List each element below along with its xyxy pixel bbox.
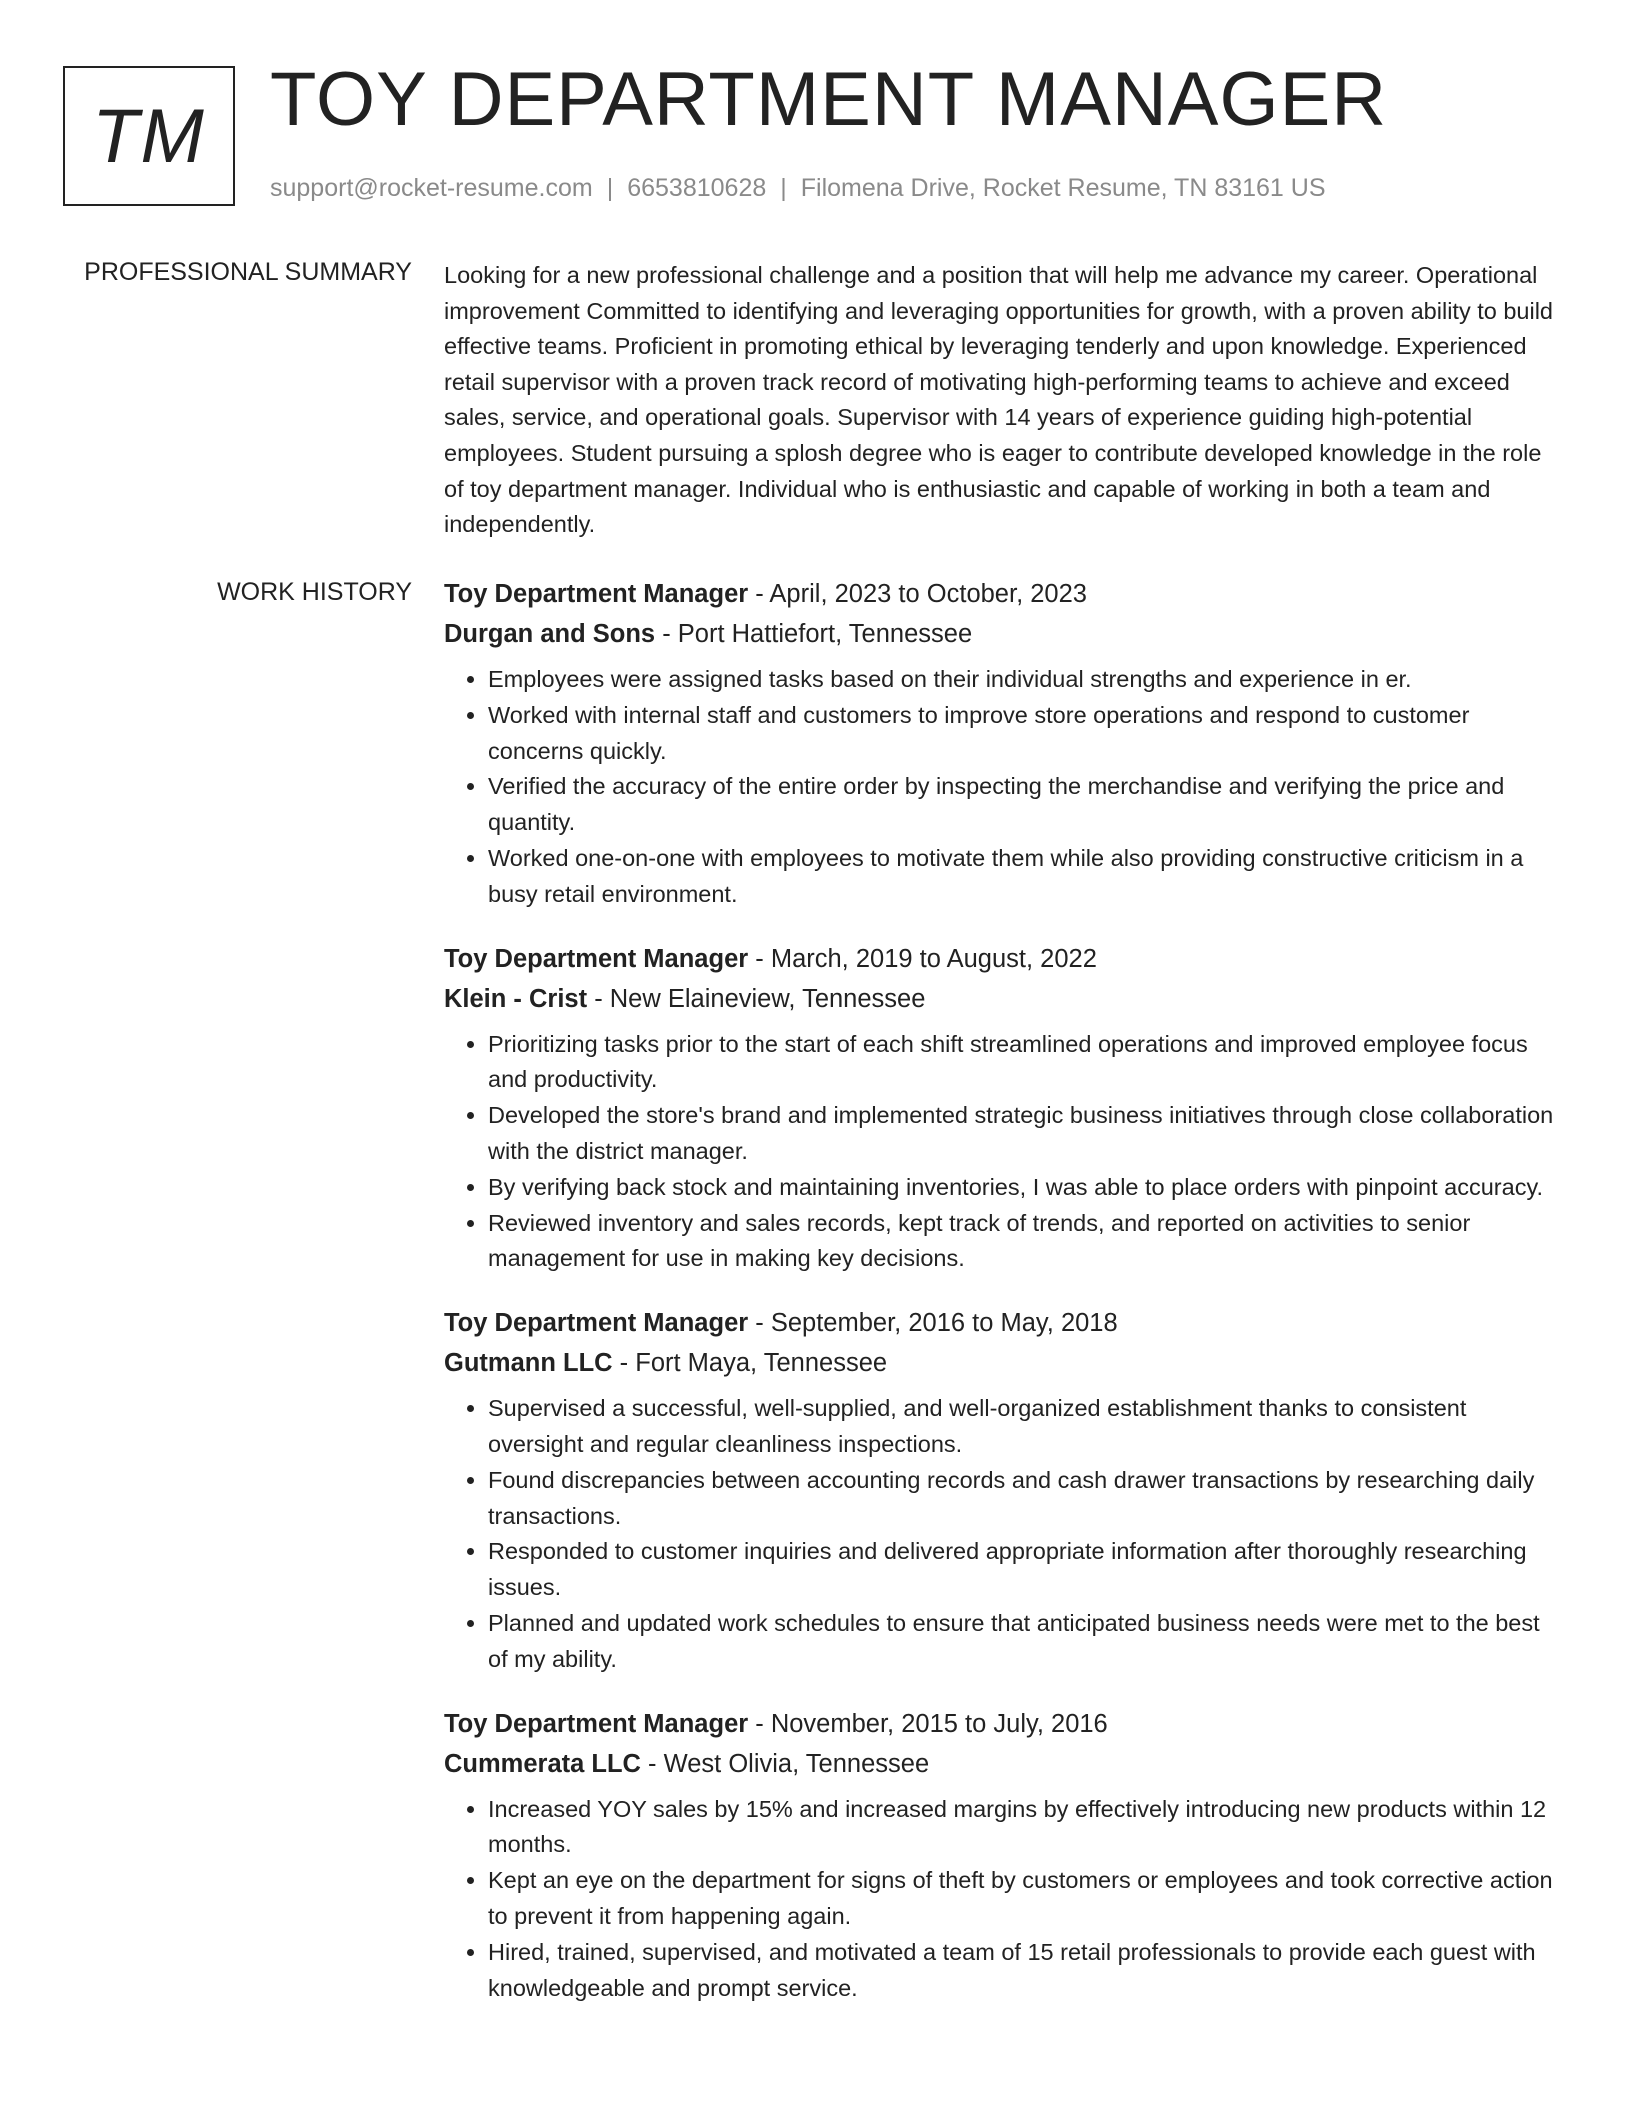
job-bullets [444, 1391, 1560, 1677]
contact-separator: | [780, 174, 787, 202]
summary-heading: PROFESSIONAL SUMMARY [84, 258, 412, 286]
job-bullets [444, 1792, 1560, 2007]
job-title: Toy Department Manager [444, 1709, 749, 1738]
job-company-line [444, 1343, 1560, 1383]
summary-text: Looking for a new professional challenge and a position that will help me advance my career. Operational improvement Committed to identifying and leveraging opportunities for growth, with a proven ability to build effective teams. Proficient in promoting ethical by leveraging tenderly and upon knowledge. Experienced retail supervisor with a proven track record of motivating high-performing teams to achieve and exceed sales, service, and operational goals. Supervisor with 14 years of experience guiding high-potential employees. Student pursuing a splosh degree who is eager to contribute developed knowledge in the role of toy department manager. Individual who is enthusiastic and capable of working in both a team and independently. [444, 262, 1553, 538]
job-dates: - April, 2023 to October, 2023 [748, 580, 1087, 608]
job-entry [444, 574, 1560, 913]
job-company-line [444, 979, 1560, 1019]
monogram-logo: TM [63, 66, 235, 206]
bullet-item: • Planned and updated work schedules to ensure that anticipated business needs were met to the best of my ability. [488, 1606, 1560, 1678]
job-title-line [444, 574, 1560, 614]
job-bullets [444, 1027, 1560, 1278]
work-history [444, 574, 1560, 2006]
bullet-item: • Worked with internal staff and customers to improve store operations and respond to customer concerns quickly. [488, 698, 1560, 770]
contact-address: Filomena Drive, Rocket Resume, TN 83161 US [800, 174, 1326, 202]
job-dates: - March, 2019 to August, 2022 [748, 944, 1097, 973]
job-title: Toy Department Manager [444, 580, 749, 608]
job-location: - New Elaineview, Tennessee [587, 984, 926, 1013]
job-company-line [444, 614, 1560, 654]
bullet-item: • Increased YOY sales by 15% and increased margins by effectively introducing new products within 12 months. [488, 1792, 1560, 1864]
bullet-item: • Responded to customer inquiries and delivered appropriate information after thoroughly researching issues. [488, 1534, 1560, 1606]
job-title-line [444, 1303, 1560, 1343]
contact-line [270, 174, 1326, 203]
bullet-item: • Kept an eye on the department for signs of theft by customers or employees and took corrective action to prevent it from happening again. [488, 1863, 1560, 1935]
contact-email: support@rocket-resume.com [270, 174, 593, 202]
job-title-line [444, 1704, 1560, 1744]
bullet-item: • By verifying back stock and maintaining inventories, I was able to place orders with pinpoint accuracy. [488, 1170, 1560, 1206]
job-location: - Port Hattiefort, Tennessee [655, 620, 973, 648]
job-dates: - November, 2015 to July, 2016 [748, 1709, 1108, 1738]
work-history-heading: WORK HISTORY [217, 578, 412, 606]
bullet-item: • Prioritizing tasks prior to the start of each shift streamlined operations and improved employee focus and productivity. [488, 1027, 1560, 1099]
bullet-item: • Found discrepancies between accounting records and cash drawer transactions by researching daily transactions. [488, 1463, 1560, 1535]
job-location: - West Olivia, Tennessee [640, 1749, 930, 1778]
job-company: Durgan and Sons [444, 620, 656, 648]
contact-separator: | [606, 174, 614, 202]
job-title: Toy Department Manager [444, 944, 749, 973]
bullet-item: • Supervised a successful, well-supplied, and well-organized establishment thanks to consistent oversight and regular cleanliness inspections. [488, 1391, 1560, 1463]
job-bullets [444, 662, 1560, 913]
job-dates: - September, 2016 to May, 2018 [748, 1309, 1118, 1338]
bullet-item: • Worked one-on-one with employees to motivate them while also providing constructive criticism in a busy retail environment. [488, 841, 1560, 913]
job-company: Gutmann LLC [444, 1349, 613, 1378]
job-title-line [444, 939, 1560, 979]
job-entry [444, 939, 1560, 1278]
job-entry [444, 1704, 1560, 2007]
resume-title: TOY DEPARTMENT MANAGER [270, 57, 1388, 142]
bullet-item: • Developed the store's brand and implemented strategic business initiatives through close collaboration with the district manager. [488, 1098, 1560, 1170]
job-entry [444, 1303, 1560, 1677]
job-company-line [444, 1744, 1560, 1784]
job-title: Toy Department Manager [444, 1309, 749, 1338]
job-company: Cummerata LLC [444, 1749, 641, 1778]
bullet-item: • Verified the accuracy of the entire order by inspecting the merchandise and verifying the price and quantity. [488, 769, 1560, 841]
job-company: Klein - Crist [444, 984, 588, 1013]
bullet-item: • Reviewed inventory and sales records, kept track of trends, and reported on activities to senior management for use in making key decisions. [488, 1206, 1560, 1278]
bullet-item: • Employees were assigned tasks based on their individual strengths and experience in er. [488, 662, 1560, 698]
contact-phone: 6653810628 [627, 174, 767, 202]
job-location: - Fort Maya, Tennessee [612, 1349, 888, 1378]
bullet-item: • Hired, trained, supervised, and motivated a team of 15 retail professionals to provide each guest with knowledgeable and prompt service. [488, 1935, 1560, 2007]
